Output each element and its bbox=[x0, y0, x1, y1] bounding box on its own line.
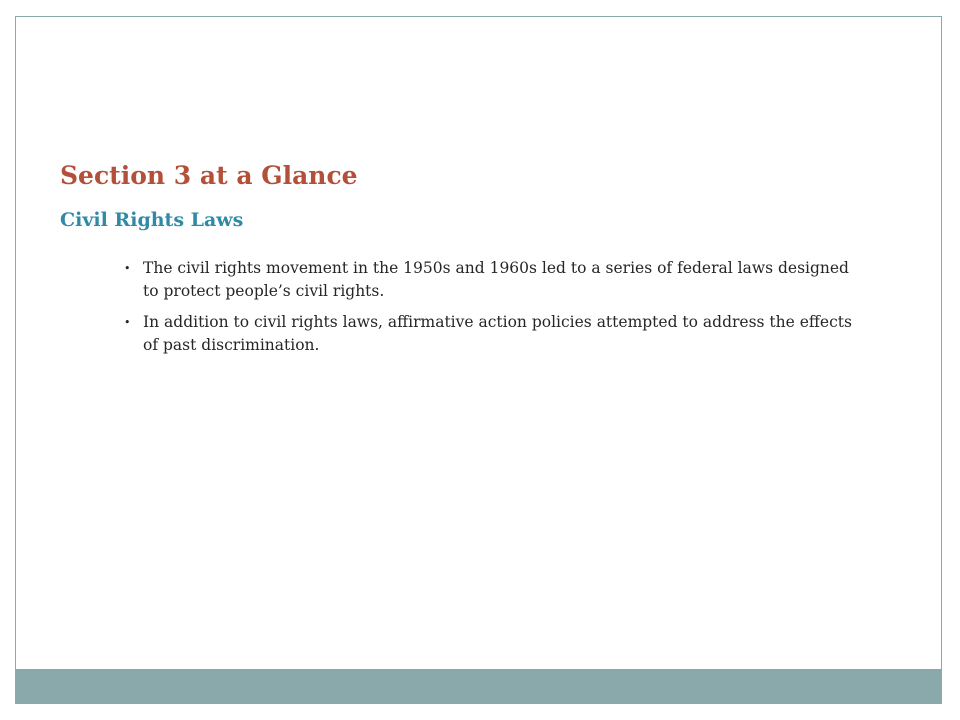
footer-bar bbox=[16, 669, 941, 703]
bullet-text: In addition to civil rights laws, affirmative action policies attempted to address the effects of past discrimination. bbox=[143, 313, 852, 354]
slide bbox=[15, 16, 942, 704]
bullet-list bbox=[124, 257, 854, 365]
slide-subtitle: Civil Rights Laws bbox=[60, 209, 244, 231]
bullet-text: The civil rights movement in the 1950s and 1960s led to a series of federal laws designed to protect people’s civil rights. bbox=[143, 259, 849, 300]
bullet-item bbox=[124, 311, 854, 357]
bullet-marker-icon: • bbox=[124, 262, 131, 275]
bullet-item bbox=[124, 257, 854, 303]
bullet-marker-icon: • bbox=[124, 316, 131, 329]
slide-title: Section 3 at a Glance bbox=[60, 161, 358, 190]
